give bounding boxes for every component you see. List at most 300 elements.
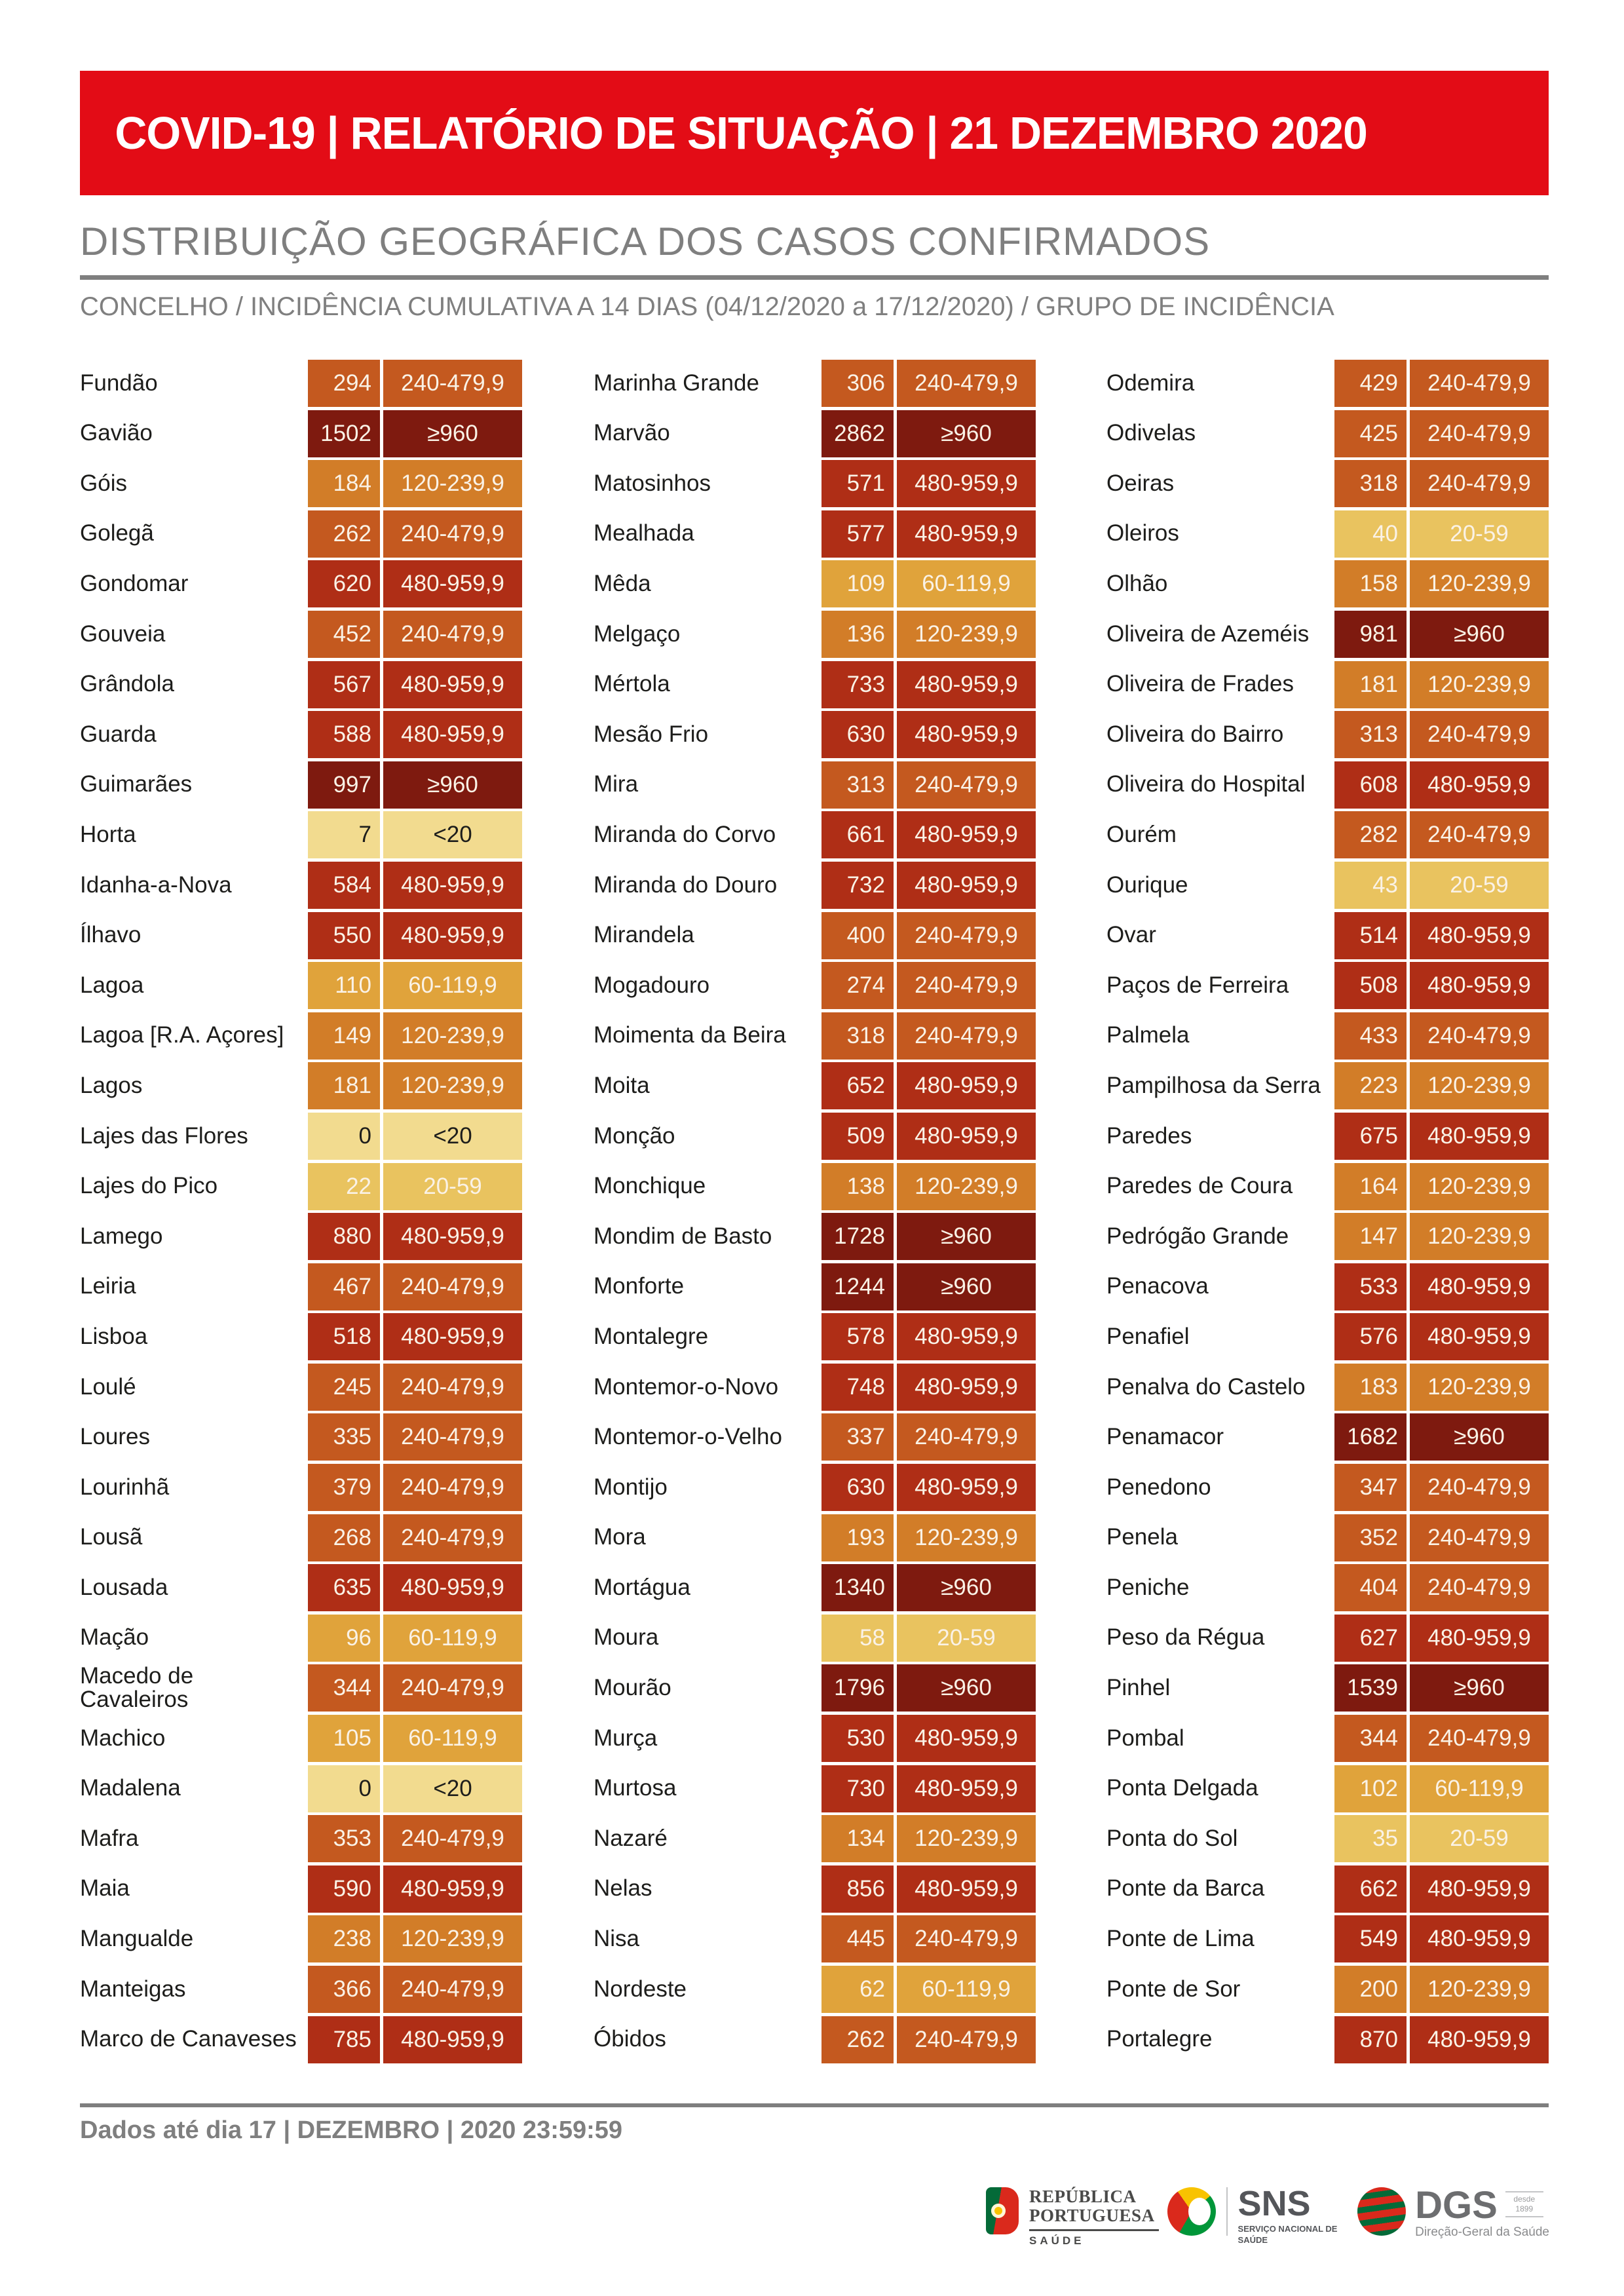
incidence-value: 181 xyxy=(308,1062,380,1109)
incidence-group: 480-959,9 xyxy=(383,1564,522,1611)
sns-circle-icon xyxy=(1167,2187,1216,2236)
report-banner xyxy=(80,71,1549,195)
republica-logo-line1: REPÚBLICA xyxy=(1029,2187,1137,2206)
incidence-value: 518 xyxy=(308,1313,380,1360)
incidence-value: 508 xyxy=(1334,962,1407,1009)
table-row xyxy=(594,1413,1036,1461)
table-row xyxy=(80,862,522,909)
incidence-value: 445 xyxy=(821,1915,894,1962)
table-row xyxy=(594,1915,1036,1962)
incidence-group: 480-959,9 xyxy=(1410,1113,1549,1160)
incidence-group: ≥960 xyxy=(897,410,1036,457)
table-row xyxy=(80,1163,522,1210)
incidence-value: 58 xyxy=(821,1615,894,1662)
incidence-value: 856 xyxy=(821,1866,894,1913)
incidence-group: 120-239,9 xyxy=(897,611,1036,658)
table-row xyxy=(594,761,1036,809)
incidence-value: 785 xyxy=(308,2016,380,2063)
municipality-name: Monchique xyxy=(594,1173,706,1199)
table-row xyxy=(594,1564,1036,1611)
table-row xyxy=(80,1915,522,1962)
incidence-value: 136 xyxy=(821,611,894,658)
table-row xyxy=(594,661,1036,708)
incidence-group: 60-119,9 xyxy=(897,560,1036,607)
incidence-group: 480-959,9 xyxy=(897,1364,1036,1411)
municipality-name: Góis xyxy=(80,470,127,496)
incidence-group: 120-239,9 xyxy=(383,1062,522,1109)
incidence-group: 120-239,9 xyxy=(383,1012,522,1060)
incidence-group: 480-959,9 xyxy=(897,460,1036,507)
municipality-name: Penalva do Castelo xyxy=(1106,1373,1306,1400)
incidence-value: 635 xyxy=(308,1564,380,1611)
incidence-value: 22 xyxy=(308,1163,380,1210)
incidence-group: 480-959,9 xyxy=(1410,1615,1549,1662)
incidence-value: 110 xyxy=(308,962,380,1009)
incidence-group: 120-239,9 xyxy=(897,1163,1036,1210)
table-row xyxy=(1106,410,1549,457)
incidence-value: 662 xyxy=(1334,1866,1407,1913)
incidence-value: 630 xyxy=(821,711,894,758)
municipality-name: Mira xyxy=(594,771,639,797)
incidence-group: 60-119,9 xyxy=(383,1615,522,1662)
incidence-value: 1682 xyxy=(1334,1413,1407,1461)
municipality-name: Ílhavo xyxy=(80,922,142,948)
municipality-name: Ourém xyxy=(1106,821,1177,847)
table-row xyxy=(594,460,1036,507)
incidence-value: 608 xyxy=(1334,761,1407,809)
page-title: DISTRIBUIÇÃO GEOGRÁFICA DOS CASOS CONFIRMADOS xyxy=(80,220,1211,263)
table-row xyxy=(1106,1514,1549,1561)
incidence-value: 147 xyxy=(1334,1213,1407,1260)
incidence-value: 102 xyxy=(1334,1765,1407,1812)
incidence-group: <20 xyxy=(383,1765,522,1812)
municipality-name: Gondomar xyxy=(80,571,189,596)
incidence-group: 240-479,9 xyxy=(383,1263,522,1311)
municipality-name: Mértola xyxy=(594,671,670,697)
incidence-value: 313 xyxy=(821,761,894,809)
incidence-group: 240-479,9 xyxy=(1410,1564,1549,1611)
table-row xyxy=(594,1866,1036,1913)
incidence-group: 240-479,9 xyxy=(383,1413,522,1461)
table-row xyxy=(1106,560,1549,607)
page-subtitle: CONCELHO / INCIDÊNCIA CUMULATIVA A 14 DIAS (04/12/2020 a 17/12/2020) / GRUPO DE INCIDÊNCIA xyxy=(80,292,1334,321)
incidence-group: 240-479,9 xyxy=(897,2016,1036,2063)
table-row xyxy=(594,360,1036,407)
municipality-name: Mesão Frio xyxy=(594,721,709,747)
municipality-name: Mação xyxy=(80,1624,149,1651)
table-row xyxy=(80,410,522,457)
table-row xyxy=(594,912,1036,959)
municipality-name: Portalegre xyxy=(1106,2026,1213,2052)
incidence-value: 245 xyxy=(308,1364,380,1411)
incidence-value: 181 xyxy=(1334,661,1407,708)
incidence-value: 353 xyxy=(308,1815,380,1862)
municipality-name: Mortágua xyxy=(594,1574,690,1600)
incidence-value: 344 xyxy=(308,1664,380,1712)
incidence-value: 7 xyxy=(308,811,380,858)
incidence-value: 433 xyxy=(1334,1012,1407,1060)
municipality-name: Nazaré xyxy=(594,1825,668,1851)
municipality-name: Lagos xyxy=(80,1072,143,1098)
incidence-value: 997 xyxy=(308,761,380,809)
incidence-group: 240-479,9 xyxy=(1410,460,1549,507)
incidence-group: ≥960 xyxy=(897,1664,1036,1712)
incidence-value: 1340 xyxy=(821,1564,894,1611)
municipality-name: Lagoa [R.A. Açores] xyxy=(80,1022,284,1048)
municipality-name: Monforte xyxy=(594,1273,685,1299)
table-row xyxy=(1106,1815,1549,1862)
table-row xyxy=(80,711,522,758)
table-row xyxy=(80,1615,522,1662)
incidence-value: 732 xyxy=(821,862,894,909)
table-row xyxy=(80,1213,522,1260)
dgs-acronym: DGS xyxy=(1415,2184,1498,2227)
incidence-value: 627 xyxy=(1334,1615,1407,1662)
municipality-name: Montemor-o-Velho xyxy=(594,1424,782,1450)
table-row xyxy=(1106,1564,1549,1611)
incidence-value: 577 xyxy=(821,510,894,558)
incidence-group: 480-959,9 xyxy=(1410,1313,1549,1360)
table-row xyxy=(80,2016,522,2063)
incidence-value: 335 xyxy=(308,1413,380,1461)
incidence-group: 480-959,9 xyxy=(383,1866,522,1913)
incidence-value: 138 xyxy=(821,1163,894,1210)
incidence-group: 240-479,9 xyxy=(1410,811,1549,858)
incidence-group: 480-959,9 xyxy=(897,1313,1036,1360)
table-row xyxy=(80,1313,522,1360)
table-row xyxy=(1106,1413,1549,1461)
municipality-name: Palmela xyxy=(1106,1022,1190,1048)
incidence-value: 1244 xyxy=(821,1263,894,1311)
incidence-value: 2862 xyxy=(821,410,894,457)
table-row xyxy=(594,1263,1036,1311)
incidence-group: 480-959,9 xyxy=(383,661,522,708)
table-row xyxy=(1106,460,1549,507)
municipality-name: Matosinhos xyxy=(594,470,711,496)
incidence-value: 347 xyxy=(1334,1464,1407,1511)
incidence-group: 240-479,9 xyxy=(897,360,1036,407)
municipality-name: Mogadouro xyxy=(594,972,710,998)
table-row xyxy=(80,1715,522,1762)
table-row xyxy=(80,1263,522,1311)
dgs-sub: Direção-Geral da Saúde xyxy=(1415,2225,1549,2240)
table-row xyxy=(1106,1715,1549,1762)
incidence-group: 480-959,9 xyxy=(897,510,1036,558)
incidence-group: 240-479,9 xyxy=(897,1915,1036,1962)
municipality-name: Lamego xyxy=(80,1223,163,1249)
incidence-group: 20-59 xyxy=(1410,510,1549,558)
incidence-value: 1539 xyxy=(1334,1664,1407,1712)
incidence-group: 240-479,9 xyxy=(1410,711,1549,758)
incidence-group: 240-479,9 xyxy=(897,761,1036,809)
incidence-value: 1796 xyxy=(821,1664,894,1712)
table-row xyxy=(594,1765,1036,1812)
table-row xyxy=(80,1413,522,1461)
table-row xyxy=(594,811,1036,858)
table-row xyxy=(594,1012,1036,1060)
republica-logo-line2: PORTUGUESA xyxy=(1029,2205,1155,2225)
incidence-group: ≥960 xyxy=(897,1213,1036,1260)
incidence-value: 549 xyxy=(1334,1915,1407,1962)
incidence-group: 480-959,9 xyxy=(1410,962,1549,1009)
incidence-value: 200 xyxy=(1334,1966,1407,2013)
table-row xyxy=(80,611,522,658)
incidence-group: 60-119,9 xyxy=(383,962,522,1009)
table-row xyxy=(594,1514,1036,1561)
incidence-group: ≥960 xyxy=(1410,1664,1549,1712)
table-row xyxy=(1106,1163,1549,1210)
municipality-name: Mourão xyxy=(594,1675,671,1701)
table-column-3 xyxy=(1106,360,1549,2066)
municipality-name: Melgaço xyxy=(594,621,681,647)
incidence-value: 730 xyxy=(821,1765,894,1812)
municipality-name: Golegã xyxy=(80,520,154,546)
incidence-group: 240-479,9 xyxy=(383,1464,522,1511)
incidence-group: 120-239,9 xyxy=(1410,1966,1549,2013)
municipality-name: Madalena xyxy=(80,1775,181,1801)
table-row xyxy=(1106,510,1549,558)
municipality-name: Marinha Grande xyxy=(594,370,759,396)
table-row xyxy=(1106,962,1549,1009)
incidence-group: 60-119,9 xyxy=(897,1966,1036,2013)
armillary-sphere-icon xyxy=(991,2204,1006,2218)
dgs-since: desde 1899 xyxy=(1505,2191,1543,2217)
incidence-group: 240-479,9 xyxy=(1410,410,1549,457)
incidence-value: 96 xyxy=(308,1615,380,1662)
table-row xyxy=(80,460,522,507)
incidence-value: 584 xyxy=(308,862,380,909)
incidence-value: 620 xyxy=(308,560,380,607)
table-row xyxy=(594,611,1036,658)
incidence-value: 733 xyxy=(821,661,894,708)
incidence-group: 480-959,9 xyxy=(897,1464,1036,1511)
incidence-group: 480-959,9 xyxy=(1410,761,1549,809)
incidence-value: 352 xyxy=(1334,1514,1407,1561)
table-row xyxy=(1106,1012,1549,1060)
incidence-value: 429 xyxy=(1334,360,1407,407)
municipality-name: Marvão xyxy=(594,420,670,446)
incidence-group: 480-959,9 xyxy=(383,862,522,909)
incidence-group: 120-239,9 xyxy=(1410,1364,1549,1411)
incidence-value: 467 xyxy=(308,1263,380,1311)
incidence-group: 240-479,9 xyxy=(897,1413,1036,1461)
table-row xyxy=(1106,2016,1549,2063)
sns-sub: SERVIÇO NACIONAL DE SAÚDE xyxy=(1237,2224,1338,2245)
republica-logo-divider xyxy=(1029,2229,1159,2231)
incidence-group: ≥960 xyxy=(1410,1413,1549,1461)
table-row xyxy=(594,1815,1036,1862)
table-row xyxy=(594,1615,1036,1662)
table-row xyxy=(594,1966,1036,2013)
table-row xyxy=(80,1564,522,1611)
portuguese-flag-icon xyxy=(986,2187,1019,2234)
incidence-value: 590 xyxy=(308,1866,380,1913)
incidence-group: 480-959,9 xyxy=(383,560,522,607)
incidence-group: ≥960 xyxy=(1410,611,1549,658)
incidence-value: 880 xyxy=(308,1213,380,1260)
municipality-name: Nelas xyxy=(594,1875,652,1902)
municipality-name: Loulé xyxy=(80,1373,136,1400)
municipality-name: Ponte de Lima xyxy=(1106,1926,1255,1952)
incidence-value: 425 xyxy=(1334,410,1407,457)
municipality-name: Lagoa xyxy=(80,972,144,998)
municipality-name: Oleiros xyxy=(1106,520,1179,546)
municipality-name: Mealhada xyxy=(594,520,694,546)
incidence-group: <20 xyxy=(383,1113,522,1160)
table-row xyxy=(80,1815,522,1862)
table-row xyxy=(594,962,1036,1009)
incidence-group: 120-239,9 xyxy=(1410,1062,1549,1109)
incidence-value: 588 xyxy=(308,711,380,758)
footer-logos xyxy=(986,2184,1549,2248)
incidence-group: 120-239,9 xyxy=(1410,661,1549,708)
footer-divider xyxy=(80,2103,1549,2107)
incidence-value: 274 xyxy=(821,962,894,1009)
incidence-value: 652 xyxy=(821,1062,894,1109)
table-row xyxy=(80,1062,522,1109)
incidence-value: 268 xyxy=(308,1514,380,1561)
incidence-group: 480-959,9 xyxy=(1410,1263,1549,1311)
incidence-group: 480-959,9 xyxy=(383,1313,522,1360)
incidence-value: 134 xyxy=(821,1815,894,1862)
table-row xyxy=(80,1866,522,1913)
municipality-name: Lousã xyxy=(80,1524,143,1550)
incidence-value: 43 xyxy=(1334,862,1407,909)
municipality-name: Peniche xyxy=(1106,1574,1190,1600)
incidence-value: 567 xyxy=(308,661,380,708)
incidence-group: 240-479,9 xyxy=(383,611,522,658)
municipality-name: Nordeste xyxy=(594,1976,687,2002)
table-row xyxy=(594,1163,1036,1210)
table-row xyxy=(80,1514,522,1561)
incidence-group: 480-959,9 xyxy=(897,1866,1036,1913)
incidence-group: 240-479,9 xyxy=(383,510,522,558)
table-row xyxy=(1106,360,1549,407)
municipality-name: Moura xyxy=(594,1624,659,1651)
table-row xyxy=(80,1966,522,2013)
table-row xyxy=(80,811,522,858)
table-row xyxy=(80,360,522,407)
incidence-value: 306 xyxy=(821,360,894,407)
municipality-name: Mora xyxy=(594,1524,646,1550)
incidence-group: 480-959,9 xyxy=(1410,912,1549,959)
incidence-value: 509 xyxy=(821,1113,894,1160)
incidence-group: 240-479,9 xyxy=(1410,1012,1549,1060)
incidence-group: 240-479,9 xyxy=(1410,1464,1549,1511)
municipality-name: Ponta Delgada xyxy=(1106,1775,1258,1801)
incidence-value: 40 xyxy=(1334,510,1407,558)
incidence-group: 240-479,9 xyxy=(383,1966,522,2013)
incidence-value: 149 xyxy=(308,1012,380,1060)
municipality-name: Idanha-a-Nova xyxy=(80,871,232,898)
incidence-group: 20-59 xyxy=(1410,1815,1549,1862)
incidence-group: ≥960 xyxy=(897,1564,1036,1611)
municipality-name: Ponta do Sol xyxy=(1106,1825,1238,1851)
dgs-sphere-icon xyxy=(1357,2187,1406,2236)
municipality-name: Mirandela xyxy=(594,922,694,948)
municipality-name: Oliveira de Azeméis xyxy=(1106,621,1310,647)
incidence-group: <20 xyxy=(383,811,522,858)
table-row xyxy=(80,510,522,558)
table-row xyxy=(80,1464,522,1511)
municipality-name: Óbidos xyxy=(594,2026,666,2052)
incidence-value: 0 xyxy=(308,1765,380,1812)
incidence-group: 480-959,9 xyxy=(897,1715,1036,1762)
municipality-name: Odemira xyxy=(1106,370,1195,396)
incidence-group: 480-959,9 xyxy=(383,711,522,758)
table-row xyxy=(1106,811,1549,858)
table-row xyxy=(1106,862,1549,909)
incidence-value: 238 xyxy=(308,1915,380,1962)
municipality-name: Penafiel xyxy=(1106,1323,1190,1349)
municipality-name: Olhão xyxy=(1106,571,1168,596)
municipality-name: Loures xyxy=(80,1424,151,1450)
incidence-group: 120-239,9 xyxy=(1410,1213,1549,1260)
municipality-name: Grândola xyxy=(80,671,174,697)
sns-logo-divider xyxy=(1226,2187,1228,2236)
incidence-group: 240-479,9 xyxy=(383,1815,522,1862)
municipality-name: Guimarães xyxy=(80,771,193,797)
municipality-name: Murça xyxy=(594,1725,658,1751)
incidence-group: 480-959,9 xyxy=(1410,1915,1549,1962)
table-row xyxy=(594,560,1036,607)
incidence-value: 404 xyxy=(1334,1564,1407,1611)
incidence-group: 240-479,9 xyxy=(897,1012,1036,1060)
municipality-name: Ponte da Barca xyxy=(1106,1875,1265,1902)
table-row xyxy=(594,410,1036,457)
incidence-value: 533 xyxy=(1334,1263,1407,1311)
incidence-group: 20-59 xyxy=(897,1615,1036,1662)
incidence-value: 318 xyxy=(1334,460,1407,507)
incidence-value: 184 xyxy=(308,460,380,507)
incidence-group: 240-479,9 xyxy=(383,1364,522,1411)
incidence-value: 344 xyxy=(1334,1715,1407,1762)
incidence-group: ≥960 xyxy=(897,1263,1036,1311)
table-row xyxy=(80,1765,522,1812)
incidence-group: 120-239,9 xyxy=(383,460,522,507)
table-row xyxy=(80,1364,522,1411)
municipality-name: Guarda xyxy=(80,721,157,747)
municipality-name: Moimenta da Beira xyxy=(594,1022,786,1048)
municipality-name: Pinhel xyxy=(1106,1675,1171,1701)
incidence-group: 240-479,9 xyxy=(383,360,522,407)
municipality-name: Mondim de Basto xyxy=(594,1223,772,1249)
incidence-value: 337 xyxy=(821,1413,894,1461)
table-row xyxy=(594,510,1036,558)
incidence-value: 630 xyxy=(821,1464,894,1511)
municipality-name: Marco de Canaveses xyxy=(80,2026,297,2052)
table-row xyxy=(80,912,522,959)
municipality-name: Machico xyxy=(80,1725,166,1751)
municipality-name: Oliveira de Frades xyxy=(1106,671,1294,697)
table-row xyxy=(1106,1866,1549,1913)
table-column-1 xyxy=(80,360,522,2066)
incidence-group: 480-959,9 xyxy=(897,661,1036,708)
incidence-group: 240-479,9 xyxy=(897,962,1036,1009)
incidence-value: 675 xyxy=(1334,1113,1407,1160)
municipality-name: Peso da Régua xyxy=(1106,1624,1265,1651)
municipality-name: Moita xyxy=(594,1072,650,1098)
incidence-group: 120-239,9 xyxy=(897,1815,1036,1862)
table-row xyxy=(80,560,522,607)
municipality-name: Fundão xyxy=(80,370,158,396)
incidence-group: ≥960 xyxy=(383,410,522,457)
table-row xyxy=(594,1715,1036,1762)
incidence-group: 480-959,9 xyxy=(897,1062,1036,1109)
incidence-value: 1502 xyxy=(308,410,380,457)
table-row xyxy=(1106,1765,1549,1812)
incidence-group: 480-959,9 xyxy=(383,912,522,959)
